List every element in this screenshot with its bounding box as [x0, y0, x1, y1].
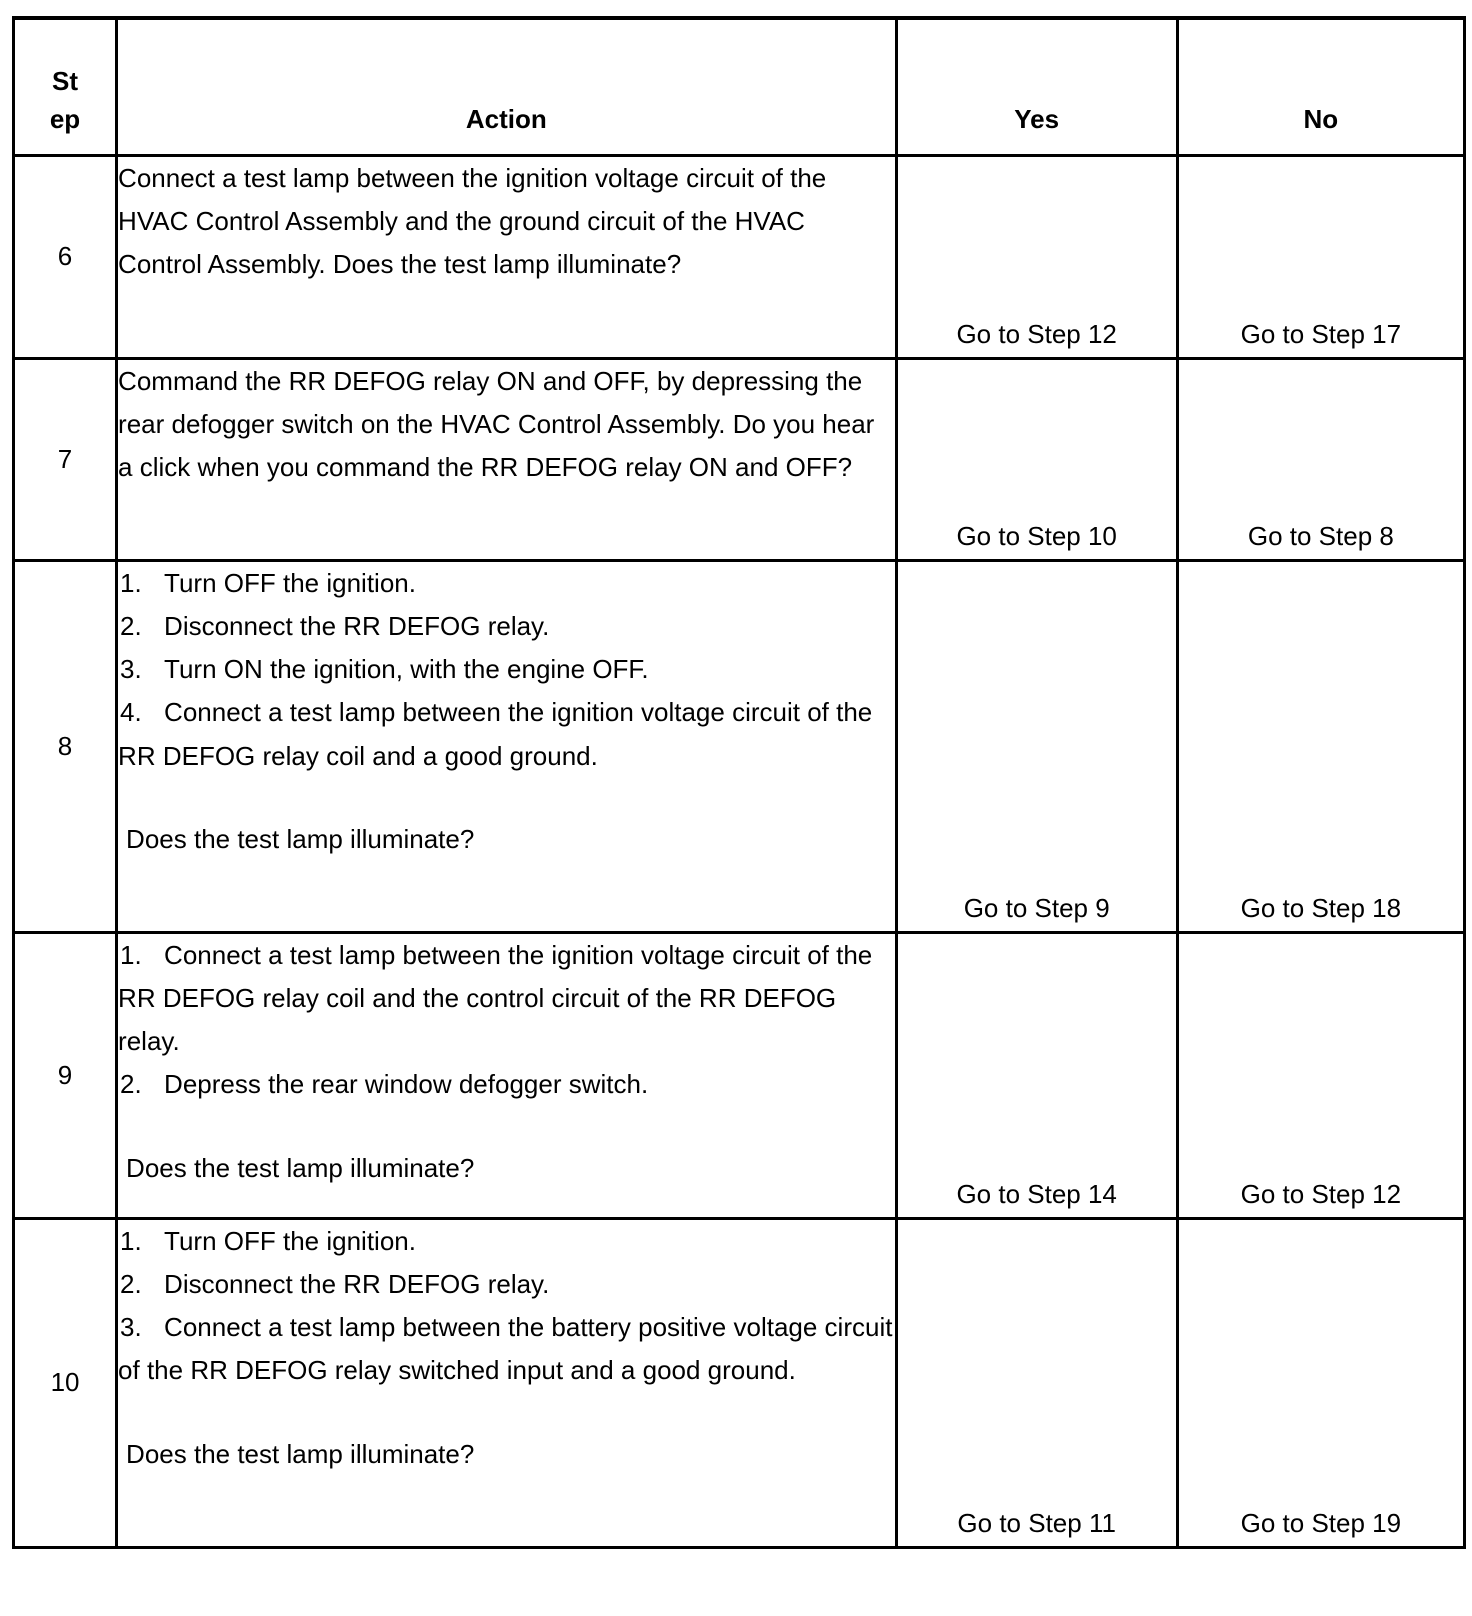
- item-text: Connect a test lamp between the battery positive voltage circuit of the RR DEFOG relay switched input and a good ground.: [118, 1312, 893, 1386]
- item-number: 3.: [120, 1312, 142, 1343]
- item-text: Turn OFF the ignition.: [164, 1225, 416, 1256]
- item-number: 1.: [120, 567, 142, 598]
- action-list-item: [118, 934, 895, 1064]
- no-result: Go to Step 8: [1177, 358, 1464, 560]
- action-cell: [117, 560, 897, 932]
- header-row: [14, 18, 1465, 155]
- step-header-line-2: ep: [49, 103, 81, 134]
- table-row-step-8: [14, 560, 1465, 932]
- action-text: Connect a test lamp between the ignition voltage circuit of the HVAC Control Assembly and the ground circuit of the HVAC Control Assembly. Does the test lamp illuminate?: [118, 162, 827, 280]
- item-text: Turn OFF the ignition.: [164, 567, 416, 598]
- item-text: Disconnect the RR DEFOG relay.: [164, 1268, 550, 1299]
- item-text: Connect a test lamp between the ignition voltage circuit of the RR DEFOG relay coil and a good ground.: [118, 697, 873, 771]
- item-number: 4.: [120, 697, 142, 728]
- step-number: 8: [14, 560, 117, 932]
- no-column-header: No: [1177, 18, 1464, 155]
- action-list-item: [118, 605, 895, 648]
- action-cell: [117, 358, 897, 560]
- yes-result: Go to Step 9: [896, 560, 1177, 932]
- action-cell: [117, 155, 897, 358]
- diagnostic-table: [12, 16, 1466, 1549]
- step-number: 10: [14, 1218, 117, 1547]
- step-header-line-1: St: [52, 65, 79, 96]
- step-number: 9: [14, 932, 117, 1218]
- yes-result: Go to Step 10: [896, 358, 1177, 560]
- item-text: Depress the rear window defogger switch.: [164, 1069, 649, 1100]
- action-column-header: Action: [117, 18, 897, 155]
- item-number: 2.: [120, 1268, 142, 1299]
- step-column-header: [14, 18, 117, 155]
- yes-column-header: Yes: [896, 18, 1177, 155]
- action-question: Does the test lamp illuminate?: [126, 823, 475, 854]
- yes-result: Go to Step 11: [896, 1218, 1177, 1547]
- item-number: 1.: [120, 939, 142, 970]
- item-number: 3.: [120, 654, 142, 685]
- item-number: 1.: [120, 1225, 142, 1256]
- action-question: Does the test lamp illuminate?: [126, 1438, 475, 1469]
- action-text: Command the RR DEFOG relay ON and OFF, by depressing the rear defogger switch on the HVAC Control Assembly. Do you hear a click when you command the RR DEFOG relay ON and OFF?: [118, 365, 875, 483]
- table-row-step-7: [14, 358, 1465, 560]
- action-question: Does the test lamp illuminate?: [126, 1152, 475, 1183]
- table-row-step-10: [14, 1218, 1465, 1547]
- no-result: Go to Step 19: [1177, 1218, 1464, 1547]
- item-number: 2.: [120, 1069, 142, 1100]
- no-result: Go to Step 12: [1177, 932, 1464, 1218]
- action-cell: [117, 1218, 897, 1547]
- action-list-item: [118, 1263, 895, 1306]
- action-list-item: [118, 1306, 895, 1393]
- action-list-item: [118, 1063, 895, 1106]
- action-cell: [117, 932, 897, 1218]
- step-number: 6: [14, 155, 117, 358]
- action-list-item: [118, 691, 895, 778]
- action-list-item: [118, 1220, 895, 1263]
- yes-result: Go to Step 14: [896, 932, 1177, 1218]
- action-list-item: [118, 562, 895, 605]
- no-result: Go to Step 18: [1177, 560, 1464, 932]
- item-number: 2.: [120, 610, 142, 641]
- item-text: Disconnect the RR DEFOG relay.: [164, 610, 550, 641]
- action-list-item: [118, 648, 895, 691]
- yes-result: Go to Step 12: [896, 155, 1177, 358]
- item-text: Connect a test lamp between the ignition voltage circuit of the RR DEFOG relay coil and the control circuit of the RR DEFOG relay.: [118, 939, 873, 1057]
- table-row-step-9: [14, 932, 1465, 1218]
- no-result: Go to Step 17: [1177, 155, 1464, 358]
- item-text: Turn ON the ignition, with the engine OFF.: [164, 654, 649, 685]
- table-row-step-6: [14, 155, 1465, 358]
- step-number: 7: [14, 358, 117, 560]
